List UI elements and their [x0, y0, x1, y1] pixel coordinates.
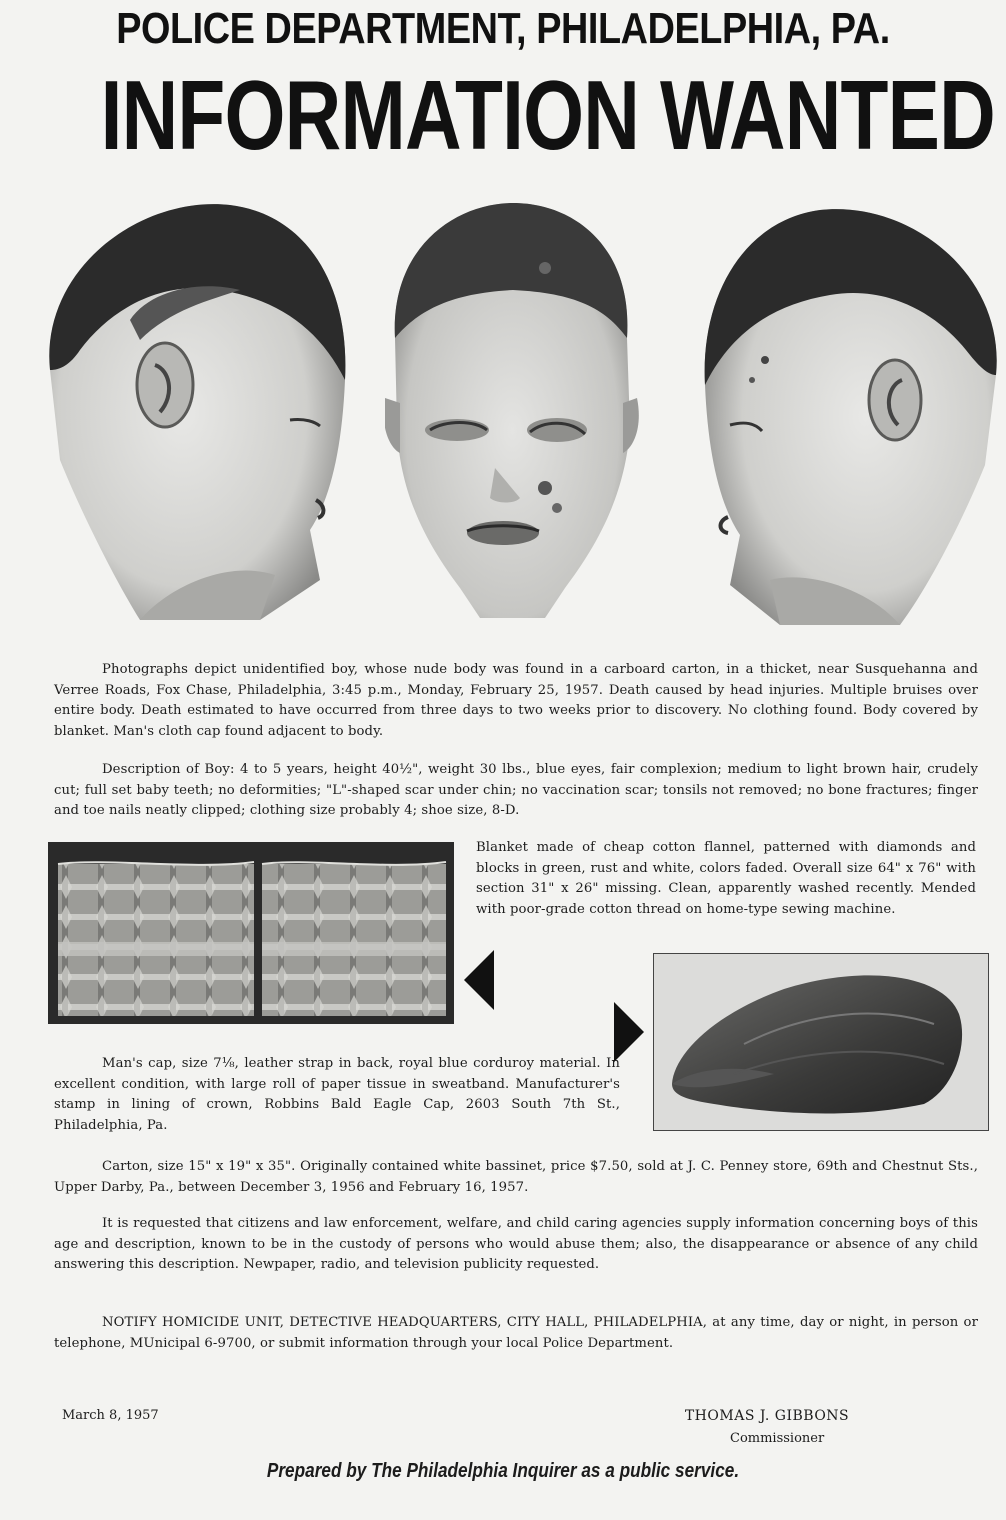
- commissioner-name: THOMAS J. GIBBONS: [684, 1408, 850, 1424]
- cap-paragraph: Man's cap, size 7⅛, leather strap in back, royal blue corduroy material. In excellent condition, with large roll of paper tissue in sweatband. Manufacturer's stamp in lining of crown, Robbins Bald Eagle Cap, 2603 South 7th St., Philadelphia, Pa.: [54, 1056, 620, 1133]
- issue-date: March 8, 1957: [62, 1408, 159, 1423]
- photo-front-face: [385, 198, 640, 623]
- photo-right-profile: [690, 185, 1006, 630]
- cap-photo: [653, 953, 989, 1131]
- footer-credit: Prepared by The Philadelphia Inquirer as a public service.: [266, 1460, 740, 1482]
- photo-left-profile: [20, 180, 360, 630]
- arrow-left-icon: [462, 948, 496, 1016]
- carton-paragraph: Carton, size 15" x 19" x 35". Originally contained white bassinet, price $7.50, sold at J. C. Penney store, 69th and Chestnut Sts., Upper Darby, Pa., between December 3, 1956 and February 16, 1957.: [54, 1159, 978, 1195]
- commissioner-title: Commissioner: [730, 1431, 825, 1446]
- discovery-paragraph: Photographs depict unidentified boy, whose nude body was found in a carboard carton, in a thicket, near Susquehanna and Verree Roads, Fox Chase, Philadelphia, 3:45 p.m., Monday, February 25, 1957. Death caused by head injuries. Multiple bruises over entire body. Death estimated to have occurred from three days to two weeks prior to discovery. No clothing found. Body covered by blanket. Man's cloth cap found adjacent to body.: [54, 662, 978, 739]
- department-heading: POLICE DEPARTMENT, PHILADELPHIA, PA.: [116, 4, 890, 53]
- blanket-paragraph: Blanket made of cheap cotton flannel, patterned with diamonds and blocks in green, rust and white, colors faded. Overall size 64" x 76" with section 31" x 26" missing. Clean, apparently washed recently. Mended with poor-grade cotton thread on home-type sewing machine.: [476, 840, 976, 917]
- information-wanted-headline: INFORMATION WANTED: [100, 60, 995, 170]
- request-paragraph: It is requested that citizens and law enforcement, welfare, and child caring agencies supply information concerning boys of this age and description, known to be in the custody of persons who would abuse them; also, the disappearance or absence of any child answering this description. Newpaper, radio, and television publicity requested.: [54, 1216, 978, 1272]
- blanket-photo: [48, 842, 454, 1024]
- boy-description-paragraph: Description of Boy: 4 to 5 years, height 40½", weight 30 lbs., blue eyes, fair complexion; medium to light brown hair, crudely cut; full set baby teeth; no deformities; "L"-shaped scar under chin; no vaccination scar; tonsils not removed; no bone fractures; finger and toe nails neatly clipped; clothing size probably 4; shoe size, 8-D.: [54, 762, 978, 818]
- notify-paragraph: NOTIFY HOMICIDE UNIT, DETECTIVE HEADQUARTERS, CITY HALL, PHILADELPHIA, at any time, day or night, in person or telephone, MUnicipal 6-9700, or submit information through your local Police Department.: [54, 1315, 978, 1351]
